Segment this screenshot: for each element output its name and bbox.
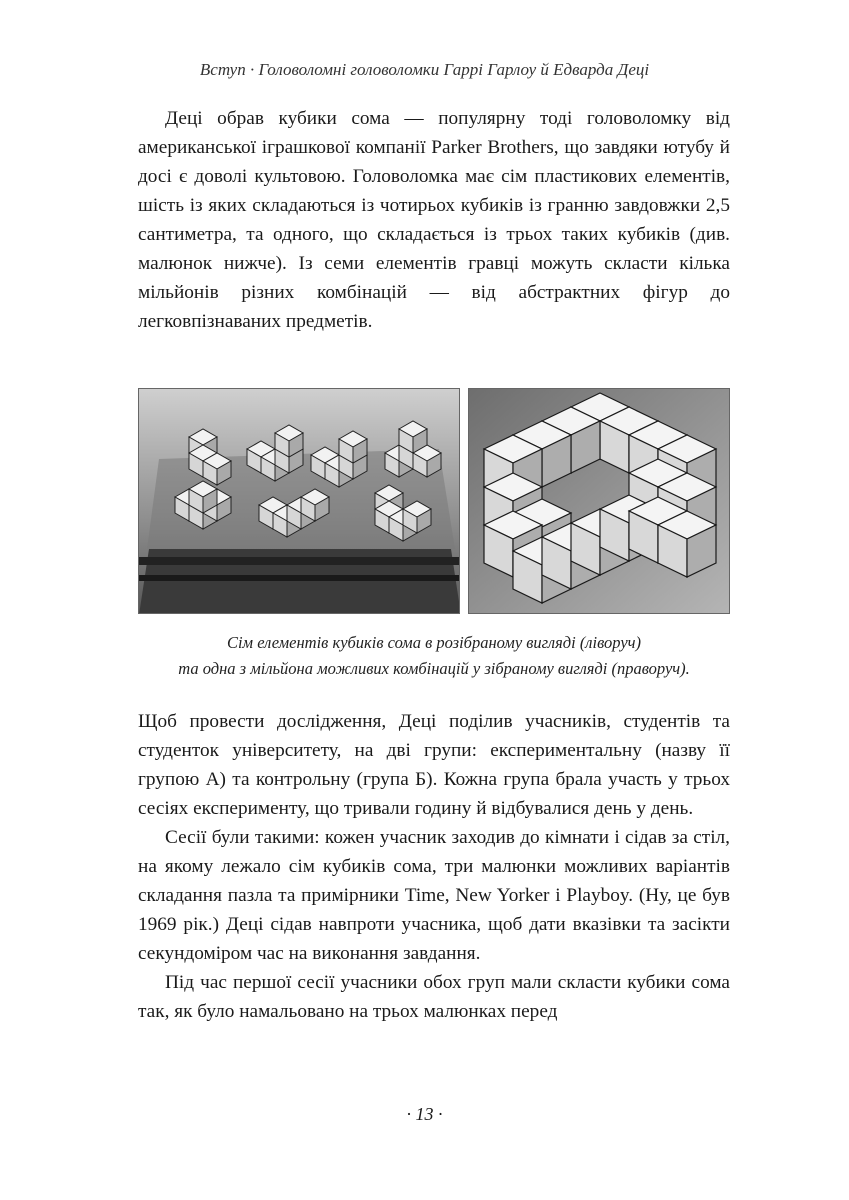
paragraph: Сесії були такими: кожен учасник заходив до кімнати і сідав за стіл, на якому лежало сім кубиків сома, три малюнки можливих варіантів складання пазла та примірники Time, New Yorker і Playboy. (Ну, це був 1969 рік.) Деці сідав навпроти учасника, щоб дати вказівки та засікти секундоміром час на виконання завдання. <box>138 827 730 964</box>
figure <box>138 388 730 614</box>
running-head: Вступ · Головоломні головоломки Гаррі Гарлоу й Едварда Деці <box>199 60 650 79</box>
figure-caption <box>138 630 730 682</box>
page-number: · 13 · <box>406 1104 443 1124</box>
soma-pieces-illustration <box>139 389 460 614</box>
soma-assembled-image <box>468 388 730 614</box>
body-text-top <box>138 104 730 336</box>
soma-pieces-image <box>138 388 460 614</box>
caption-line-1: Сім елементів кубиків сома в розібраному вигляді (ліворуч) <box>226 633 642 652</box>
paragraph: Під час першої сесії учасники обох груп мали скласти кубики сома так, як було намальовано на трьох малюнках перед <box>138 972 730 1022</box>
paragraph: Деці обрав кубики сома — популярну тоді головоломку від американської іграшкової компанії Parker Brothers, що завдяки ютубу й досі є доволі культовою. Головоломка має сім пластикових елементів, шість із яких складаються із чотирьох кубиків із гранню завдовжки 2,5 сантиметра, та одного, що складається із трьох таких кубиків (див. малюнок нижче). Із семи елементів гравці можуть скласти кілька мільйонів різних комбінацій — від абстрактних фігур до легковпізнаваних предметів. <box>138 108 730 332</box>
body-text-bottom <box>138 707 730 1026</box>
paragraph: Щоб провести дослідження, Деці поділив учасників, студентів та студенток університету, на дві групи: експериментальну (назву її групою А) та контрольну (група Б). Кожна група брала участь у трьох сесіях експерименту, що тривали годину й відбувалися день у день. <box>138 711 730 819</box>
caption-line-2: та одна з мільйона можливих комбінацій у зібраному вигляді (праворуч). <box>178 659 690 678</box>
soma-assembled-illustration <box>469 389 730 614</box>
